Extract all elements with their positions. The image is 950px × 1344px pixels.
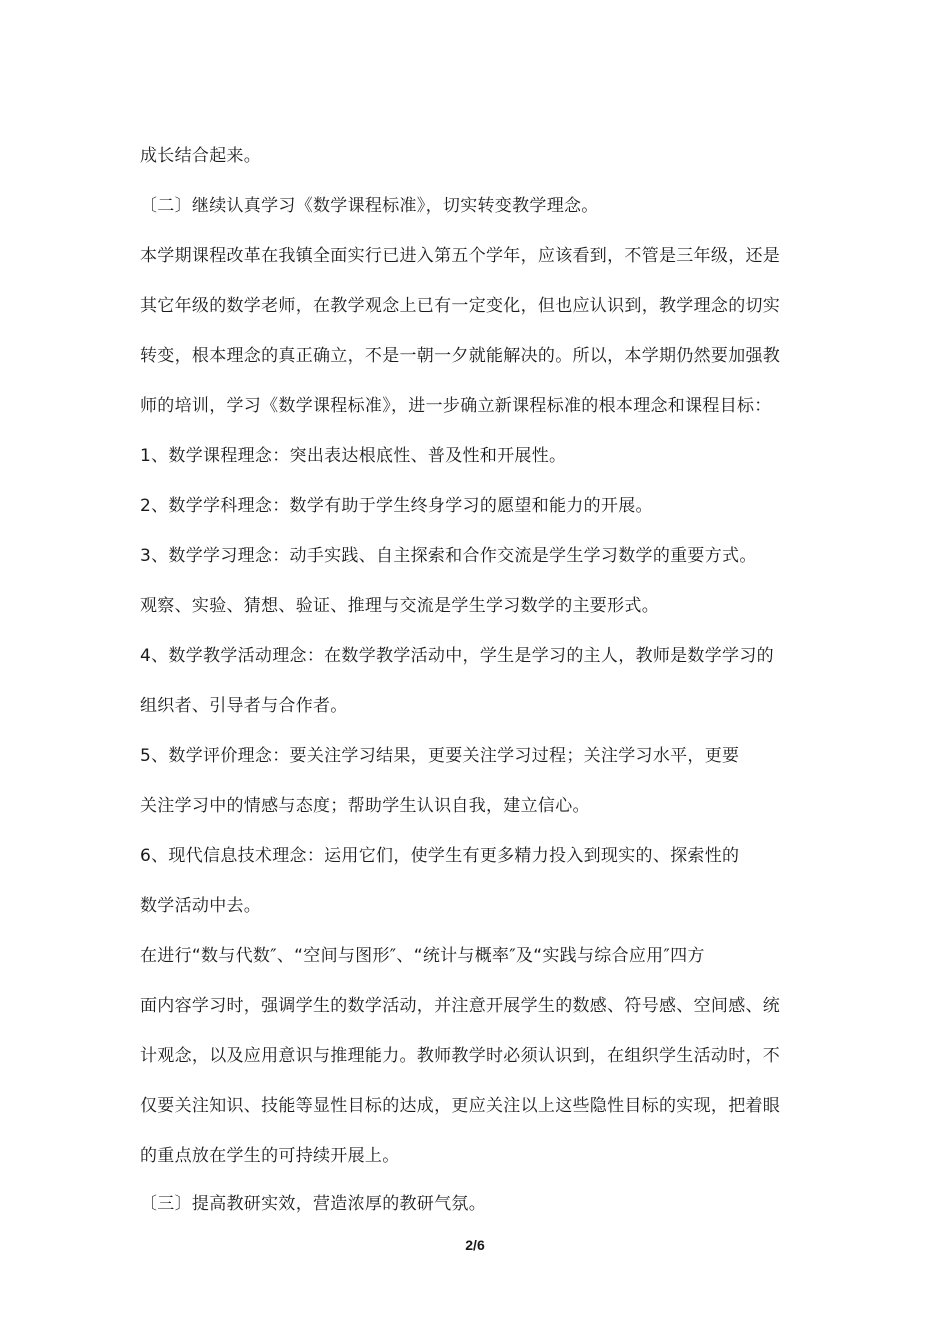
- list-item: 3、数学学习理念：动手实践、自主探索和合作交流是学生学习数学的重要方式。: [140, 546, 757, 566]
- paragraph-line: 计观念，以及应用意识与推理能力。教师教学时必须认识到，在组织学生活动时，不: [140, 1046, 781, 1066]
- paragraph-line: 组织者、引导者与合作者。: [140, 696, 348, 716]
- paragraph-line: 在进行“数与代数″、“空间与图形″、“统计与概率″及“实践与综合应用″四方: [140, 946, 705, 966]
- section-heading: 〔二〕继续认真学习《数学课程标准》，切实转变教学理念。: [140, 196, 599, 216]
- paragraph-line: 数学活动中去。: [140, 896, 262, 916]
- paragraph-line: 观察、实验、猜想、验证、推理与交流是学生学习数学的主要形式。: [140, 596, 659, 616]
- paragraph-line: 成长结合起来。: [140, 146, 262, 166]
- list-item: 6、现代信息技术理念：运用它们，使学生有更多精力投入到现实的、探索性的: [140, 846, 740, 866]
- page-number: 2/6: [465, 1237, 485, 1253]
- paragraph-line: 面内容学习时，强调学生的数学活动，并注意开展学生的数感、符号感、空间感、统: [140, 996, 781, 1016]
- paragraph-line: 转变，根本理念的真正确立，不是一朝一夕就能解决的。所以，本学期仍然要加强教: [140, 346, 781, 366]
- paragraph-line: 本学期课程改革在我镇全面实行已进入第五个学年，应该看到，不管是三年级，还是: [140, 246, 781, 266]
- paragraph-line: 关注学习中的情感与态度；帮助学生认识自我，建立信心。: [140, 796, 590, 816]
- list-item: 2、数学学科理念：数学有助于学生终身学习的愿望和能力的开展。: [140, 496, 653, 516]
- section-heading: 〔三〕提高教研实效，营造浓厚的教研气氛。: [140, 1194, 486, 1214]
- list-item: 1、数学课程理念：突出表达根底性、普及性和开展性。: [140, 446, 567, 466]
- paragraph-line: 仅要关注知识、技能等显性目标的达成，更应关注以上这些隐性目标的实现，把着眼: [140, 1096, 781, 1116]
- paragraph-line: 师的培训，学习《数学课程标准》，进一步确立新课程标准的根本理念和课程目标：: [140, 396, 772, 416]
- list-item: 4、数学教学活动理念：在数学教学活动中，学生是学习的主人，教师是数学学习的: [140, 646, 774, 666]
- paragraph-line: 的重点放在学生的可持续开展上。: [140, 1146, 400, 1166]
- paragraph-line: 其它年级的数学老师，在教学观念上已有一定变化，但也应认识到，教学理念的切实: [140, 296, 781, 316]
- list-item: 5、数学评价理念：要关注学习结果，更要关注学习过程；关注学习水平，更要: [140, 746, 740, 766]
